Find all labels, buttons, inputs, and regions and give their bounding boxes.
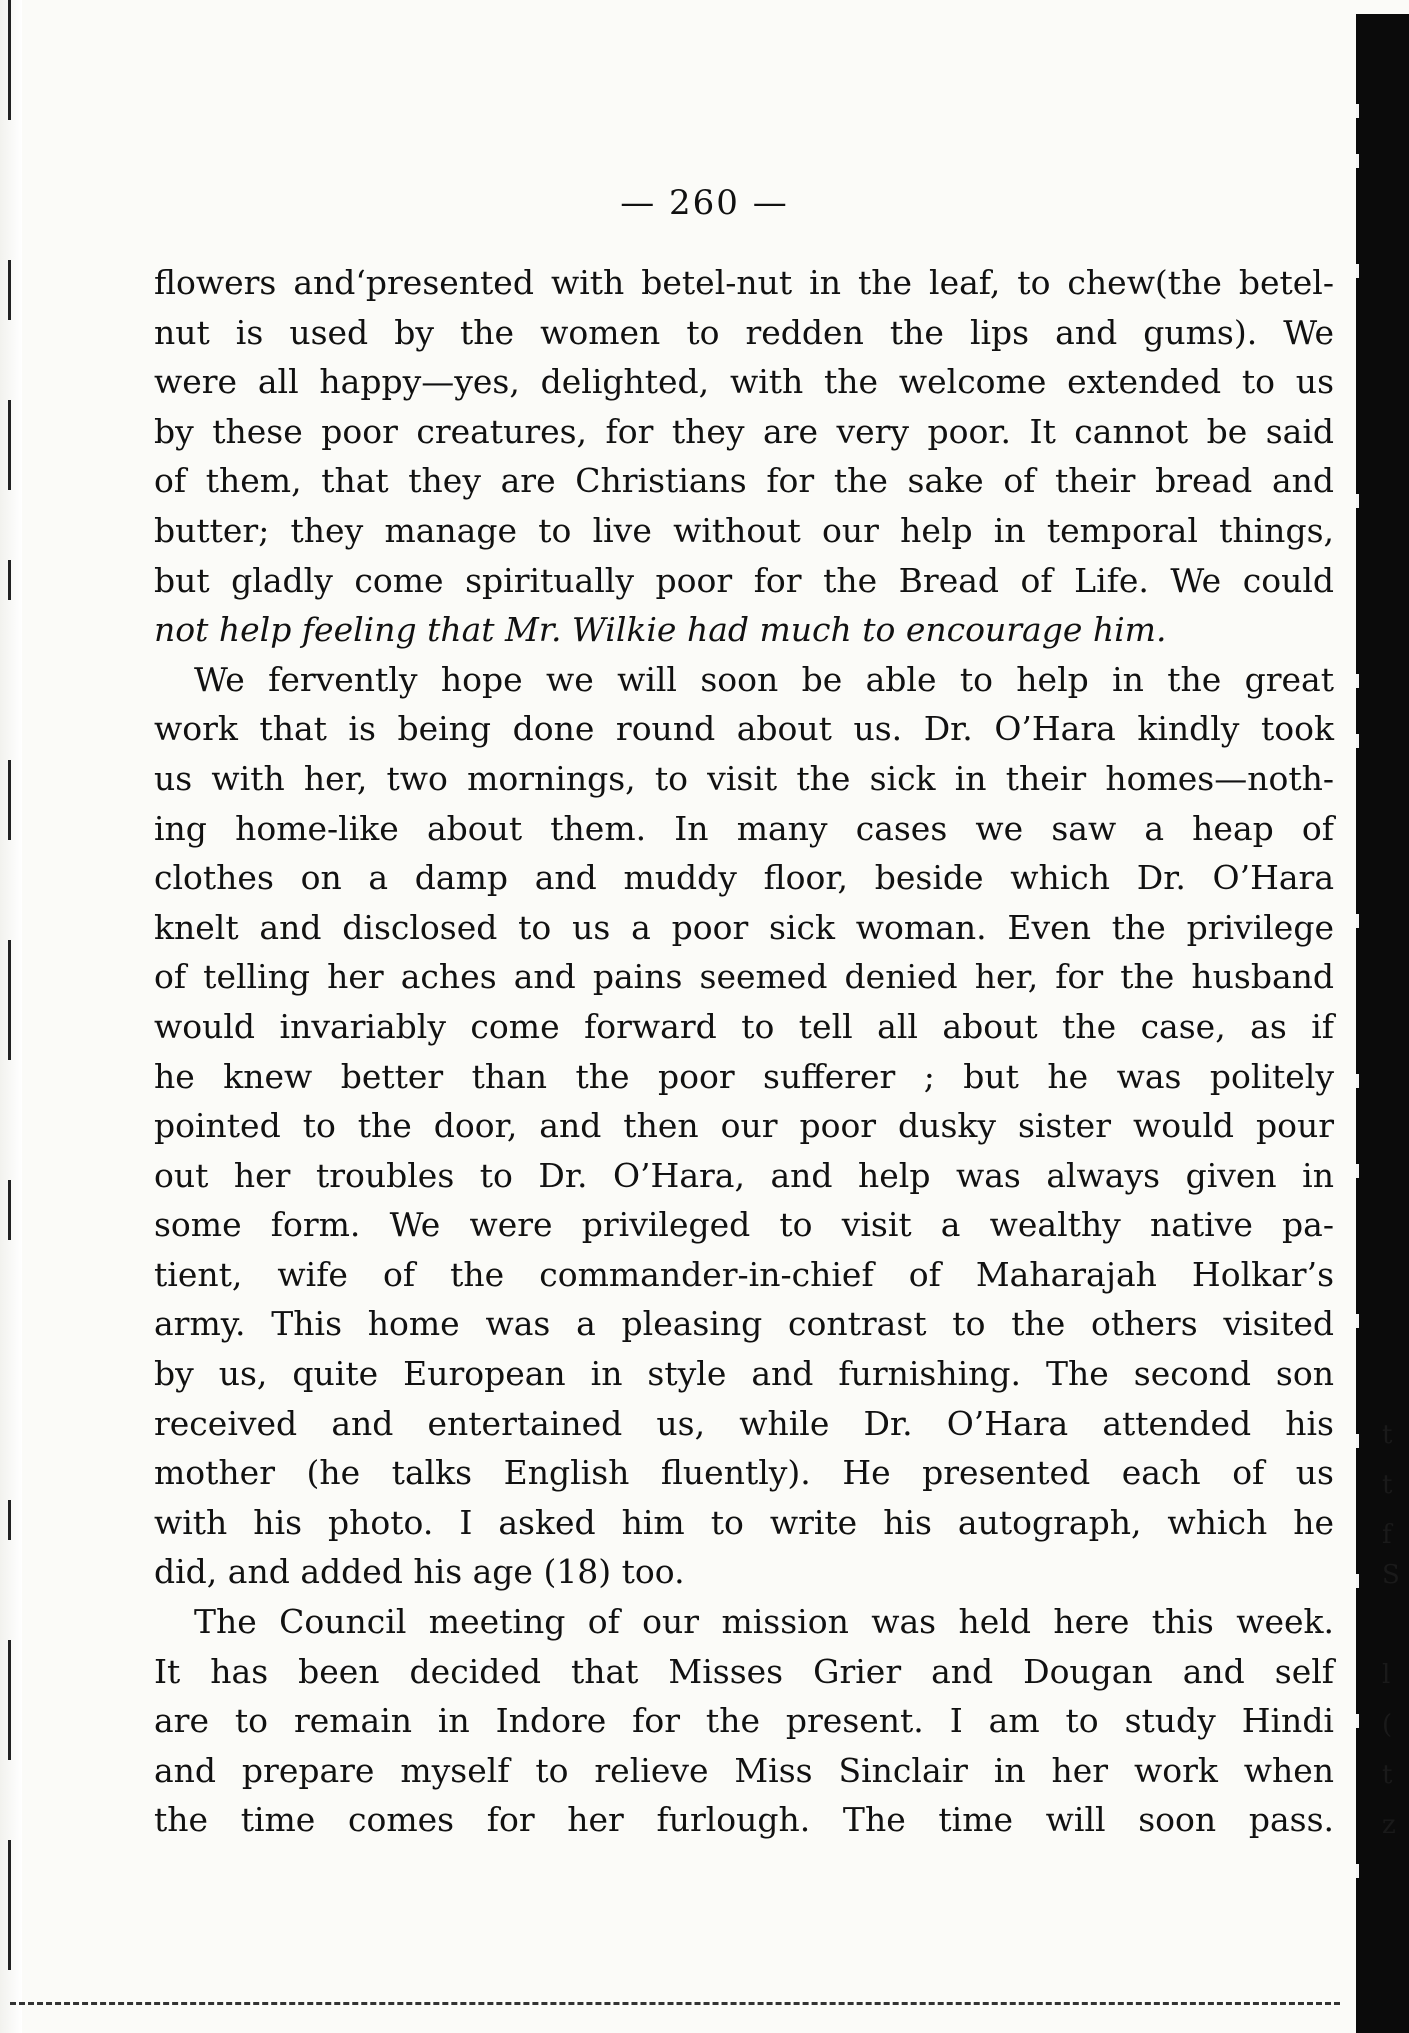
binding-edge <box>0 0 22 2033</box>
bleed-letter: t <box>1382 1420 1393 1450</box>
text-line: not help feeling that Mr. Wilkie had much to encourage him. <box>154 610 1167 650</box>
bottom-edge-rule <box>10 2002 1340 2005</box>
text-line: knelt and disclosed to us a poor sick woman. Even the privilege <box>154 907 1334 947</box>
text-line: work that is being done round about us. Dr. O’Hara kindly took <box>154 709 1334 749</box>
text-line: are to remain in Indore for the present. I am to study Hindi <box>154 1701 1334 1741</box>
text-line: and prepare myself to relieve Miss Sinclair in her work when <box>154 1750 1334 1790</box>
edge-mark <box>8 1500 11 1540</box>
edge-mark <box>8 940 11 1060</box>
text-line: would invariably come forward to tell all about the case, as if <box>154 1006 1334 1046</box>
edge-mark <box>8 400 11 490</box>
text-line: It has been decided that Misses Grier and Dougan and self <box>154 1651 1334 1691</box>
edge-mark <box>8 0 11 120</box>
text-line: did, and added his age (18) too. <box>154 1552 685 1592</box>
text-line: of telling her aches and pains seemed denied her, for the husband <box>154 957 1334 997</box>
bleed-letter: f <box>1382 1520 1392 1550</box>
text-line: some form. We were privileged to visit a wealthy native pa- <box>154 1205 1334 1245</box>
text-line: The Council meeting of our mission was held here this week. <box>194 1602 1334 1642</box>
text-line: butter; they manage to live without our help in temporal things, <box>154 510 1334 550</box>
text-line: flowers and‘presented with betel-nut in the leaf, to chew(the betel- <box>154 263 1334 302</box>
edge-mark <box>8 260 11 320</box>
bleed-letter: t <box>1382 1760 1393 1790</box>
text-line: out her troubles to Dr. O’Hara, and help was always given in <box>154 1155 1334 1195</box>
bleed-letter: S <box>1382 1560 1400 1590</box>
text-line: We fervently hope we will soon be able to help in the great <box>194 659 1334 699</box>
bleed-letter: ( <box>1382 1710 1393 1740</box>
edge-mark <box>8 560 11 600</box>
bleed-letter: z <box>1382 1810 1396 1840</box>
edge-mark <box>8 1640 11 1760</box>
text-line: nut is used by the women to redden the lips and gums). We <box>154 312 1334 352</box>
text-line: pointed to the door, and then our poor dusky sister would pour <box>154 1106 1334 1146</box>
text-line: ing home-like about them. In many cases we saw a heap of <box>154 808 1334 848</box>
text-line: he knew better than the poor sufferer ; but he was politely <box>154 1056 1334 1096</box>
text-line: tient, wife of the commander-in-chief of Maharajah Holkar’s <box>154 1254 1334 1294</box>
text-line: but gladly come spiritually poor for the Bread of Life. We could <box>154 560 1334 600</box>
text-line: us with her, two mornings, to visit the sick in their homes—noth- <box>154 758 1334 798</box>
text-line: received and entertained us, while Dr. O’Hara attended his <box>154 1403 1334 1443</box>
facing-page-bleed-through <box>1382 1300 1406 2033</box>
text-line: with his photo. I asked him to write his autograph, which he <box>154 1502 1334 1542</box>
edge-mark <box>8 1180 11 1240</box>
bleed-letter: l <box>1382 1660 1391 1690</box>
text-line: mother (he talks English fluently). He presented each of us <box>154 1453 1334 1493</box>
edge-mark <box>8 760 11 840</box>
text-line: by us, quite European in style and furnishing. The second son <box>154 1354 1334 1394</box>
page-number: — 260 — <box>620 183 789 223</box>
edge-mark <box>8 1840 11 1970</box>
bleed-letter: t <box>1382 1470 1393 1500</box>
body-text <box>154 258 1334 1845</box>
text-line: were all happy—yes, delighted, with the welcome extended to us <box>154 362 1334 402</box>
text-line: by these poor creatures, for they are very poor. It cannot be said <box>154 411 1334 451</box>
text-line: the time comes for her furlough. The time will soon pass. <box>154 1800 1334 1840</box>
text-line: of them, that they are Christians for the sake of their bread and <box>154 461 1334 501</box>
text-line: army. This home was a pleasing contrast to the others visited <box>154 1304 1334 1344</box>
text-line: clothes on a damp and muddy floor, beside which Dr. O’Hara <box>154 858 1334 898</box>
